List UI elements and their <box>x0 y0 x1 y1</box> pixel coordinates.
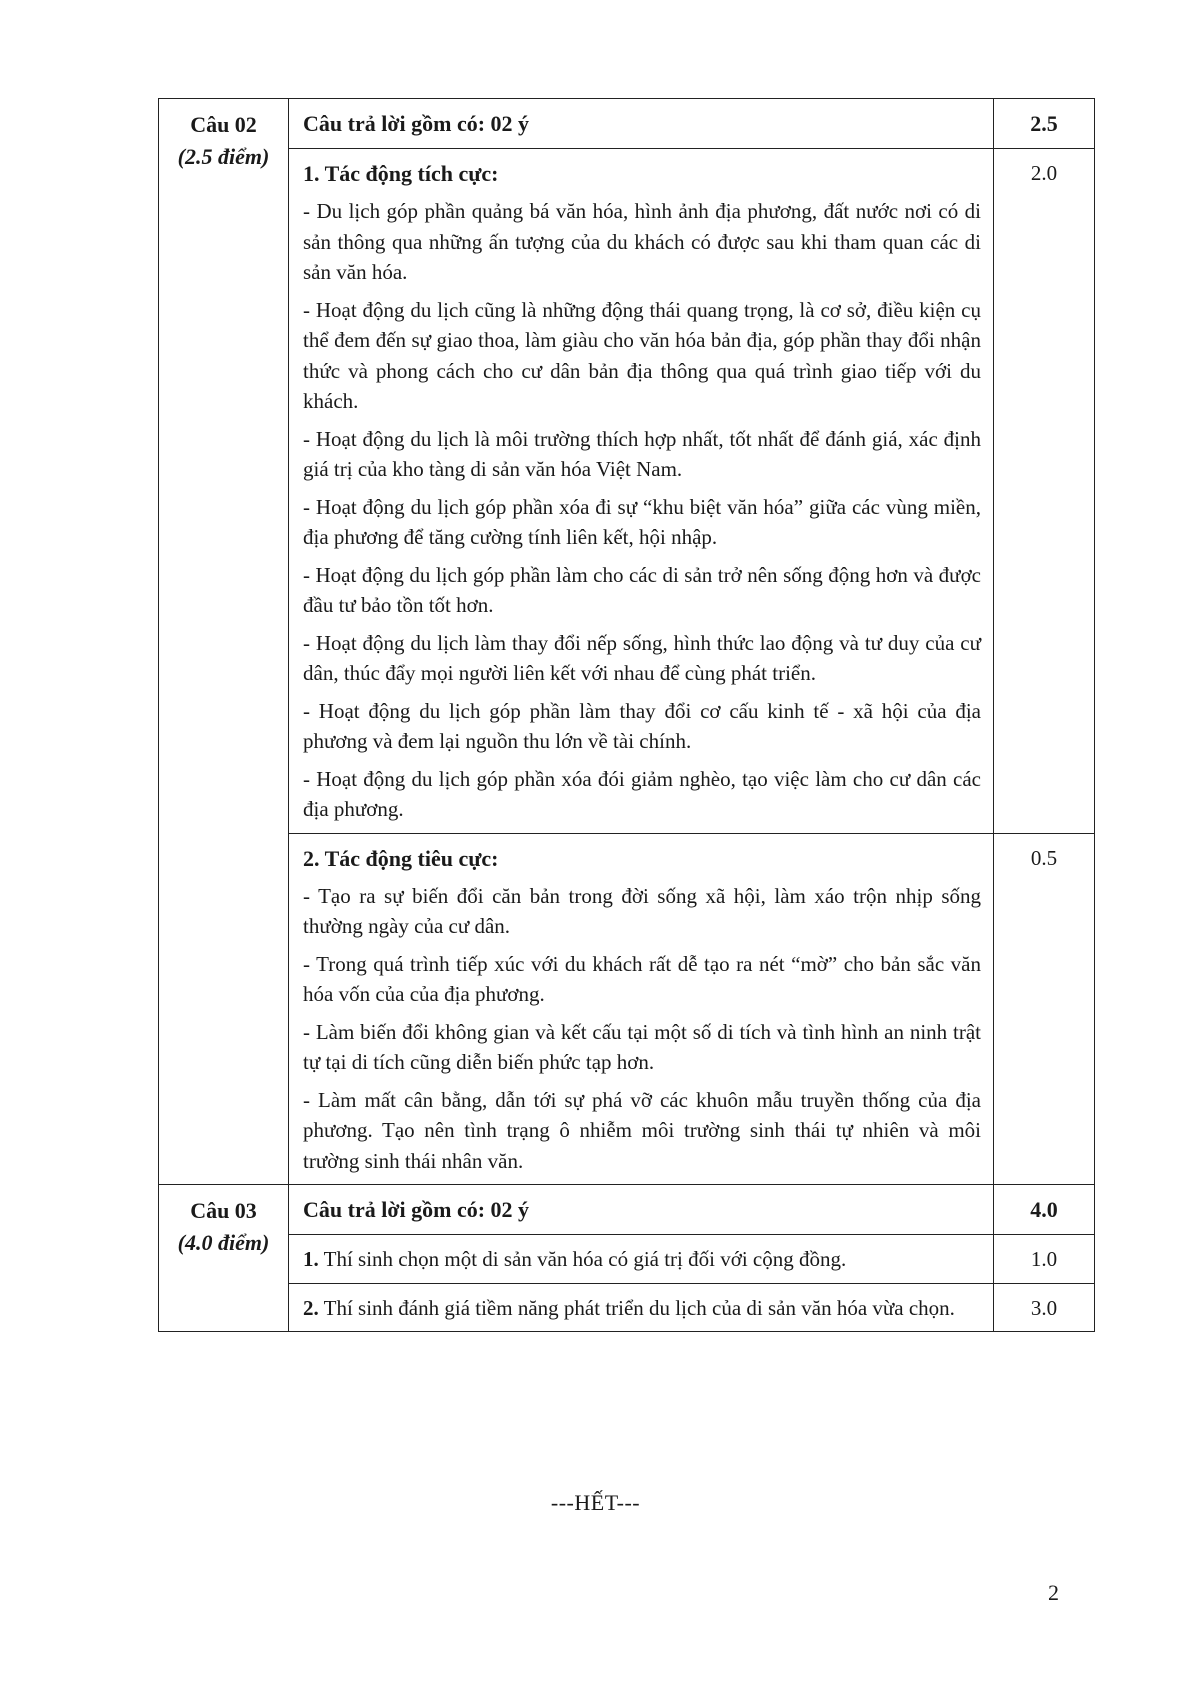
positive-item: - Hoạt động du lịch cũng là những động thái quang trọng, là cơ sở, điều kiện cụ thể đem đến sự giao thoa, làm giàu cho văn hóa bản địa, góp phần thay đổi nhận thức và phong cách cho cư dân bản địa thông qua quá trình giao tiếp với du khách. <box>303 297 981 413</box>
positive-item: - Hoạt động du lịch góp phần xóa đói giảm nghèo, tạo việc làm cho cư dân các địa phương. <box>303 766 981 821</box>
question-3-item-1-row <box>159 1235 1095 1284</box>
item-2-text: Thí sinh đánh giá tiềm năng phát triển du lịch của di sản văn hóa vừa chọn. <box>318 1295 955 1320</box>
question-3-answer-header-cell <box>289 1185 994 1235</box>
item-2-score: 3.0 <box>1030 1295 1058 1320</box>
question-2-total-cell <box>994 99 1095 149</box>
item-1-text: Thí sinh chọn một di sản văn hóa có giá trị đối với cộng đồng. <box>318 1247 847 1271</box>
question-3-total-score: 4.0 <box>1030 1197 1058 1222</box>
negative-item: - Trong quá trình tiếp xúc với du khách rất dễ tạo ra nét “mờ” cho bản sắc văn hóa vốn của của địa phương. <box>303 951 981 1006</box>
grading-table <box>158 98 1095 1332</box>
question-2-total-score: 2.5 <box>1030 111 1058 136</box>
question-2-points: (2.5 điểm) <box>177 144 270 169</box>
section-1-score-cell <box>994 149 1095 834</box>
negative-item: - Tạo ra sự biến đổi căn bản trong đời sống xã hội, làm xáo trộn nhịp sống thường ngày của cư dân. <box>303 883 981 938</box>
item-2-score-cell <box>994 1283 1095 1332</box>
positive-item: - Hoạt động du lịch góp phần xóa đi sự “khu biệt văn hóa” giữa các vùng miền, địa phương để tăng cường tính liên kết, hội nhập. <box>303 494 981 549</box>
question-2-header-row <box>159 99 1095 149</box>
question-3-title: Câu 03 <box>190 1198 257 1223</box>
page-number: 2 <box>1048 1580 1059 1605</box>
question-2-section-2-row <box>159 833 1095 1185</box>
question-3-label-cell <box>159 1185 289 1332</box>
question-3-item-1 <box>303 1244 981 1275</box>
item-1-score-cell <box>994 1235 1095 1284</box>
positive-item: - Hoạt động du lịch làm thay đổi nếp sống, hình thức lao động và tư duy của cư dân, thúc đẩy mọi người liên kết với nhau để cùng phát triển. <box>303 630 981 685</box>
section-1-score: 2.0 <box>1030 161 1058 185</box>
question-2-section-1-cell <box>289 149 994 834</box>
question-3-item-1-cell <box>289 1235 994 1284</box>
question-3-points: (4.0 điểm) <box>177 1230 270 1255</box>
question-2-label-cell <box>159 99 289 1185</box>
question-2-answer-header-cell <box>289 99 994 149</box>
item-2-number: 2. <box>303 1295 319 1320</box>
item-1-score: 1.0 <box>1030 1247 1058 1271</box>
question-3-item-2-row <box>159 1283 1095 1332</box>
end-mark: ---HẾT--- <box>550 1490 641 1515</box>
positive-item: - Hoạt động du lịch góp phần làm thay đổi cơ cấu kinh tế - xã hội của địa phương và đem lại nguồn thu lớn về tài chính. <box>303 698 981 753</box>
item-1-number: 1. <box>303 1247 319 1271</box>
section-negative-title: 2. Tác động tiêu cực: <box>303 845 499 871</box>
question-3-total-cell <box>994 1185 1095 1235</box>
question-3-item-2-cell <box>289 1283 994 1332</box>
section-positive-title: 1. Tác động tích cực: <box>303 161 499 186</box>
question-2-section-2-cell <box>289 833 994 1185</box>
question-2-title: Câu 02 <box>190 112 257 137</box>
positive-item: - Hoạt động du lịch là môi trường thích hợp nhất, tốt nhất để đánh giá, xác định giá trị của kho tàng di sản văn hóa Việt Nam. <box>303 426 981 481</box>
question-2-section-1-row <box>159 149 1095 834</box>
positive-item: - Du lịch góp phần quảng bá văn hóa, hình ảnh địa phương, đất nước nơi có di sản thông qua những ấn tượng của du khách có được sau khi tham quan các di sản văn hóa. <box>303 199 981 284</box>
positive-item: - Hoạt động du lịch góp phần làm cho các di sản trở nên sống động hơn và được đầu tư bảo tồn tốt hơn. <box>303 562 981 617</box>
section-2-score-cell <box>994 833 1095 1185</box>
question-3-header-row <box>159 1185 1095 1235</box>
question-3-item-2 <box>303 1293 981 1324</box>
section-2-score: 0.5 <box>1030 845 1058 870</box>
negative-item: - Làm mất cân bằng, dẫn tới sự phá vỡ các khuôn mẫu truyền thống của địa phương. Tạo nên tình trạng ô nhiễm môi trường sinh thái tự nhiên và môi trường sinh thái nhân văn. <box>303 1087 981 1173</box>
question-2-answer-header: Câu trả lời gồm có: 02 ý <box>303 111 530 136</box>
negative-item: - Làm biến đổi không gian và kết cấu tại một số di tích và tình hình an ninh trật tự tại di tích cũng diễn biến phức tạp hơn. <box>303 1019 981 1074</box>
question-3-answer-header: Câu trả lời gồm có: 02 ý <box>303 1197 530 1222</box>
